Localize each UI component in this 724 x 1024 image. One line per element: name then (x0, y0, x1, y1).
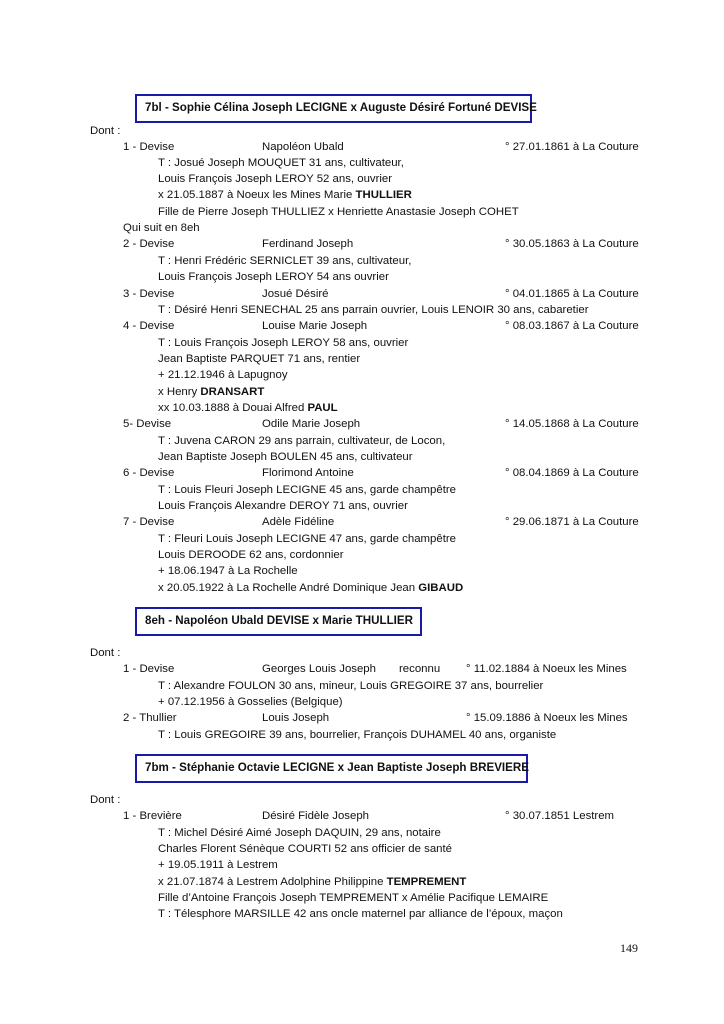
detail-line: Charles Florent Sénèque COURTI 52 ans officier de santé (158, 843, 452, 855)
detail-line: T : Josué Joseph MOUQUET 31 ans, cultivateur, (158, 157, 404, 169)
child-names: Louis Joseph (262, 712, 330, 724)
detail-line: Fille d’Antoine François Joseph TEMPREMENT x Amélie Pacifique LEMAIRE (158, 892, 549, 904)
detail-line: T : Alexandre FOULON 30 ans, mineur, Louis GREGOIRE 37 ans, bourrelier (158, 680, 544, 692)
child-names: Florimond Antoine (262, 467, 354, 479)
dont-label: Dont : (90, 125, 121, 137)
child-birth: ° 29.06.1871 à La Couture (505, 516, 639, 528)
child-names: Odile Marie Joseph (262, 418, 361, 430)
child-birth: ° 30.07.1851 Lestrem (505, 810, 615, 822)
detail-line: T : Télesphore MARSILLE 42 ans oncle maternel par alliance de l’époux, maçon (158, 908, 563, 920)
child-birth: ° 08.04.1869 à La Couture (505, 467, 639, 479)
detail-line: T : Louis Fleuri Joseph LECIGNE 45 ans, garde champêtre (158, 484, 456, 496)
detail-line: + 19.05.1911 à Lestrem (158, 859, 278, 871)
dont-label: Dont : (90, 647, 121, 659)
detail-line: x 21.07.1874 à Lestrem Adolphine Philippine TEMPREMENT (158, 876, 467, 888)
section-title: 7bl - Sophie Célina Joseph LECIGNE x Auguste Désiré Fortuné DEVISE (135, 94, 532, 123)
child-birth: ° 30.05.1863 à La Couture (505, 238, 639, 250)
child-birth: ° 15.09.1886 à Noeux les Mines (466, 712, 628, 724)
child-label: 1 - Brevière (123, 810, 182, 822)
child-label: 1 - Devise (123, 141, 175, 153)
child-names: Adèle Fidéline (262, 516, 335, 528)
child-birth: ° 04.01.1865 à La Couture (505, 288, 639, 300)
child-birth: ° 11.02.1884 à Noeux les Mines (466, 663, 627, 675)
child-names: Ferdinand Joseph (262, 238, 354, 250)
detail-line: Jean Baptiste Joseph BOULEN 45 ans, cultivateur (158, 451, 413, 463)
child-names: Désiré Fidèle Joseph (262, 810, 369, 822)
child-names: Josué Désiré (262, 288, 329, 300)
child-birth: ° 27.01.1861 à La Couture (505, 141, 639, 153)
detail-line: + 21.12.1946 à Lapugnoy (158, 369, 288, 381)
detail-line: Fille de Pierre Joseph THULLIEZ x Henriette Anastasie Joseph COHET (158, 206, 519, 218)
section-title: 7bm - Stéphanie Octavie LECIGNE x Jean Baptiste Joseph BREVIERE (135, 754, 528, 783)
child-label: 2 - Devise (123, 238, 175, 250)
note-line: Qui suit en 8eh (123, 222, 200, 234)
child-names: Louise Marie Joseph (262, 320, 368, 332)
dont-label: Dont : (90, 794, 121, 806)
detail-line: Jean Baptiste PARQUET 71 ans, rentier (158, 353, 361, 365)
detail-line: T : Henri Frédéric SERNICLET 39 ans, cultivateur, (158, 255, 412, 267)
detail-line: Louis François Alexandre DEROY 71 ans, ouvrier (158, 500, 408, 512)
child-names: Napoléon Ubald (262, 141, 344, 153)
section-title: 8eh - Napoléon Ubald DEVISE x Marie THULLIER (135, 607, 422, 636)
detail-line: T : Juvena CARON 29 ans parrain, cultivateur, de Locon, (158, 435, 446, 447)
detail-line: T : Louis François Joseph LEROY 58 ans, ouvrier (158, 337, 409, 349)
detail-line: T : Michel Désiré Aimé Joseph DAQUIN, 29 ans, notaire (158, 827, 441, 839)
detail-line: + 18.06.1947 à La Rochelle (158, 565, 298, 577)
detail-line: + 07.12.1956 à Gosselies (Belgique) (158, 696, 343, 708)
child-birth: ° 14.05.1868 à La Couture (505, 418, 639, 430)
detail-line: xx 10.03.1888 à Douai Alfred PAUL (158, 402, 338, 414)
detail-line: Louis François Joseph LEROY 52 ans, ouvrier (158, 173, 393, 185)
detail-line: x 21.05.1887 à Noeux les Mines Marie THULLIER (158, 189, 412, 201)
detail-line: T : Louis GREGOIRE 39 ans, bourrelier, François DUHAMEL 40 ans, organiste (158, 729, 557, 741)
detail-line: T : Désiré Henri SENECHAL 25 ans parrain ouvrier, Louis LENOIR 30 ans, cabaretier (158, 304, 589, 316)
child-label: 2 - Thullier (123, 712, 177, 724)
detail-line: x 20.05.1922 à La Rochelle André Dominique Jean GIBAUD (158, 582, 464, 594)
child-label: 1 - Devise (123, 663, 175, 675)
child-label: 7 - Devise (123, 516, 175, 528)
child-extra: reconnu (399, 663, 441, 675)
child-label: 4 - Devise (123, 320, 175, 332)
child-label: 6 - Devise (123, 467, 175, 479)
child-label: 3 - Devise (123, 288, 175, 300)
detail-line: Louis François Joseph LEROY 54 ans ouvrier (158, 271, 389, 283)
child-birth: ° 08.03.1867 à La Couture (505, 320, 639, 332)
child-names: Georges Louis Joseph (262, 663, 376, 675)
detail-line: T : Fleuri Louis Joseph LECIGNE 47 ans, garde champêtre (158, 533, 456, 545)
detail-line: x Henry DRANSART (158, 386, 265, 398)
page-number: 149 (620, 941, 638, 955)
child-label: 5- Devise (123, 418, 172, 430)
detail-line: Louis DEROODE 62 ans, cordonnier (158, 549, 344, 561)
